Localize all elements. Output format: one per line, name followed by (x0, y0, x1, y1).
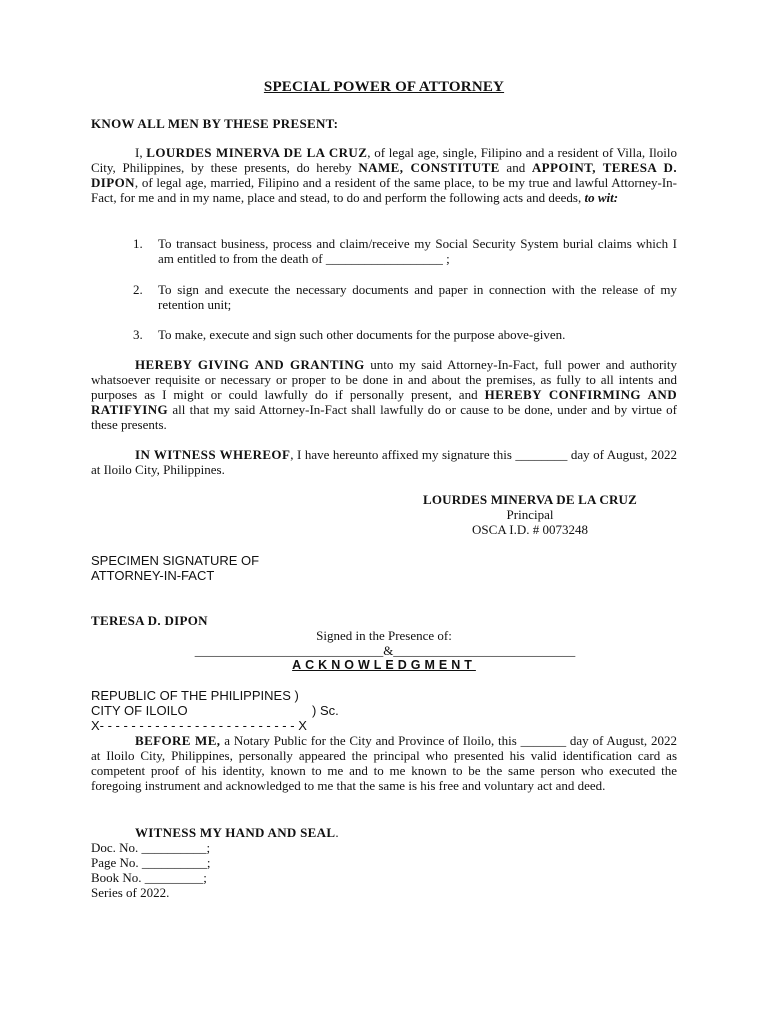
intro-text-2: , of legal age, single, Filipino and a resident of Villa, Iloilo City, Philippines, by these presents, do hereby (91, 145, 677, 175)
acknowledgment-title: ACKNOWLEDGMENT (292, 658, 476, 672)
x-separator: X- - - - - - - - - - - - - - - - - - - - - - - - - X (91, 718, 307, 733)
specimen-label-1: SPECIMEN SIGNATURE OF (91, 553, 260, 568)
republic-line: REPUBLIC OF THE PHILIPPINES ) (91, 688, 299, 703)
hand-seal-text: WITNESS MY HAND AND SEAL (135, 825, 336, 840)
signed-presence-label: Signed in the Presence of: (316, 628, 452, 643)
intro-text-4: , of legal age, married, Filipino and a resident of the same place, to be my true and lawful Attorney-In-Fact, for me and in my name, place and stead, to do and perform the following acts and deeds, (91, 175, 677, 205)
name-constitute: NAME, CONSTITUTE (358, 160, 500, 175)
document-title: SPECIAL POWER OF ATTORNEY (263, 79, 505, 95)
intro-paragraph (91, 145, 677, 205)
witness-paragraph (91, 447, 677, 477)
granting-lead: HEREBY GIVING AND GRANTING (135, 357, 365, 372)
series-field: Series of 2022. (91, 885, 170, 900)
item-number-3: 3. (133, 327, 143, 342)
item-text-1: To transact business, process and claim/receive my Social Security System burial claims which I am entitled to from the death of __________________ ; (158, 236, 677, 266)
attorney-signature-name: TERESA D. DIPON (91, 613, 208, 628)
to-wit: to wit: (584, 190, 619, 205)
city-line: CITY OF ILOILO (91, 703, 188, 718)
item-text-3: To make, execute and sign such other documents for the purpose above-given. (158, 327, 566, 342)
know-all-men-heading: KNOW ALL MEN BY THESE PRESENT: (91, 116, 339, 131)
witness-text: , I have hereunto affixed my signature this ________ day of August, 2022 at Iloilo City, Philippines. (91, 447, 677, 477)
hand-seal-line (135, 825, 339, 840)
granting-text-2: all that my said Attorney-In-Fact shall lawfully do or cause to be done, under and by virtue of these presents. (91, 402, 677, 432)
appoint-attorney: APPOINT, TERESA D. DIPON (91, 160, 677, 190)
doc-no-field: Doc. No. __________; (91, 840, 211, 855)
before-me-lead: BEFORE ME, (135, 733, 221, 748)
sc-label: ) Sc. (312, 703, 339, 718)
item-text-2: To sign and execute the necessary documents and paper in connection with the release of my retention unit; (158, 282, 677, 312)
before-me-paragraph (91, 733, 677, 793)
item-number-2: 2. (133, 282, 143, 297)
granting-text-1: unto my said Attorney-In-Fact, full power and authority whatsoever requisite or necessary or proper to be done in and about the premises, as fully to all intents and purposes as I might or could lawfully do if personally present, and (91, 357, 677, 402)
confirming-lead: HEREBY CONFIRMING AND RATIFYING (91, 387, 677, 417)
principal-signature-block (370, 492, 690, 537)
osca-id: OSCA I.D. # 0073248 (472, 522, 588, 537)
book-no-field: Book No. _________; (91, 870, 207, 885)
item-number-1: 1. (133, 236, 143, 251)
principal-role: Principal (506, 507, 554, 522)
specimen-label-2: ATTORNEY-IN-FACT (91, 568, 215, 583)
page-no-field: Page No. __________; (91, 855, 211, 870)
before-me-text: a Notary Public for the City and Province of Iloilo, this _______ day of August, 2022 at Iloilo City, Philippines, personally appeared the principal who presented his valid identification card as competent proof of his identity, known to me and to me known to be the same person who executed the foregoing instrument and acknowledged to me that the same is his free and voluntary act and deed. (91, 733, 677, 793)
granting-paragraph (91, 357, 677, 432)
witness-lead: IN WITNESS WHEREOF (135, 447, 291, 462)
principal-name: LOURDES MINERVA DE LA CRUZ (146, 145, 368, 160)
intro-text-3: and (499, 160, 532, 175)
witness-signature-lines: _____________________________&____________________________ (194, 643, 576, 658)
hand-seal-dot: . (335, 825, 339, 840)
principal-signature-name: LOURDES MINERVA DE LA CRUZ (423, 492, 637, 507)
intro-text-1: I, (135, 145, 147, 160)
